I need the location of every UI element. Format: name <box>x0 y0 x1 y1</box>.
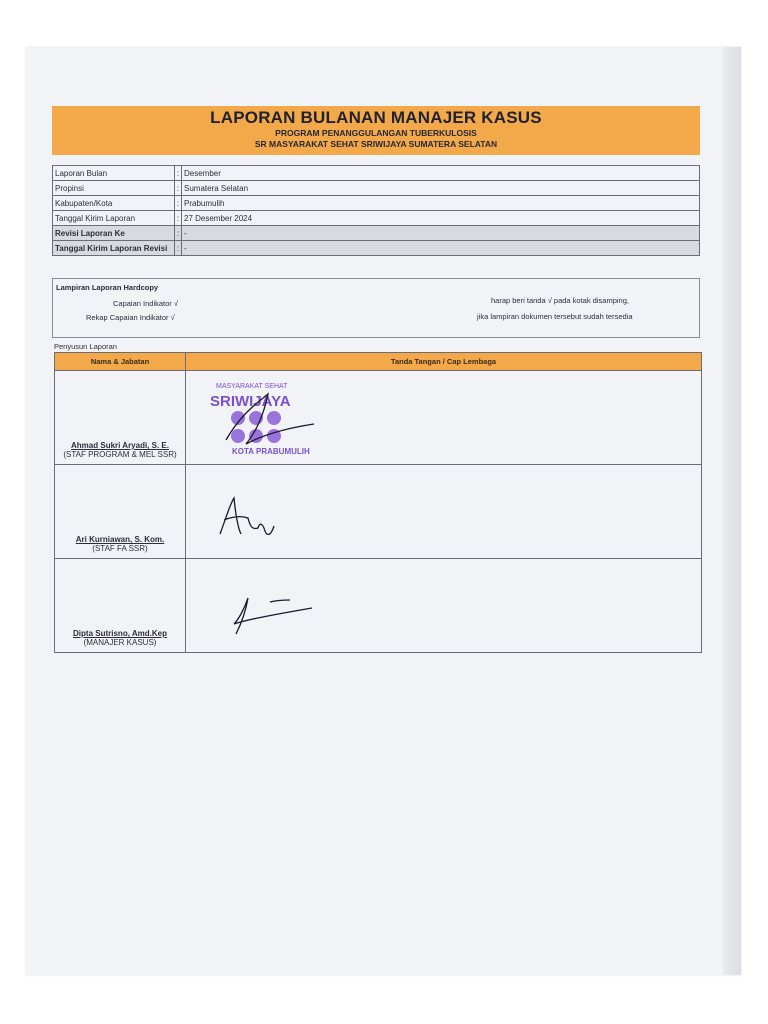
attachment-note: jika lampiran dokumen tersebut sudah tersedia <box>477 312 633 321</box>
signature-area <box>186 559 702 653</box>
signer-role: (STAF PROGRAM & MEL SSR) <box>63 450 177 459</box>
info-row <box>53 166 700 181</box>
report-header <box>52 106 700 155</box>
signature-row <box>55 465 702 559</box>
info-value: 27 Desember 2024 <box>182 211 700 226</box>
report-title: LAPORAN BULANAN MANAJER KASUS <box>210 108 542 127</box>
signer-name: Dipta Sutrisno, Amd.Kep <box>73 629 167 638</box>
signature-area <box>186 465 702 559</box>
paper-edge <box>723 47 741 975</box>
info-label: Kabupaten/Kota <box>53 196 175 211</box>
stamp-top-text: MASYARAKAT SEHAT <box>216 382 288 390</box>
signature-row <box>55 559 702 653</box>
name-column-header: Nama & Jabatan <box>55 353 186 371</box>
signature <box>186 468 306 556</box>
signature-area <box>186 371 702 465</box>
info-colon: : <box>175 181 182 196</box>
signer-cell <box>55 465 186 559</box>
info-label: Propinsi <box>53 181 175 196</box>
signer-name: Ari Kurniawan, S. Kom. <box>75 535 165 544</box>
compiler-label: Penyusun Laporan <box>54 342 117 351</box>
stamp-and-signature <box>186 374 326 462</box>
signature-table <box>54 352 702 653</box>
report-info-table <box>52 165 700 256</box>
info-colon: : <box>175 166 182 181</box>
info-value: - <box>182 241 700 256</box>
info-row <box>53 181 700 196</box>
info-value: Sumatera Selatan <box>182 181 700 196</box>
info-colon: : <box>175 196 182 211</box>
signer-role: (STAF FA SSR) <box>92 544 148 553</box>
attachment-item: Rekap Capaian Indikator √ <box>86 313 175 322</box>
info-label: Revisi Laporan Ke <box>53 226 175 241</box>
info-row <box>53 211 700 226</box>
signer-role: (MANAJER KASUS) <box>83 638 157 647</box>
signature-row <box>55 371 702 465</box>
info-value: - <box>182 226 700 241</box>
stamp-logo <box>231 411 281 443</box>
signer-cell <box>55 559 186 653</box>
info-value: Desember <box>182 166 700 181</box>
attachment-box <box>52 278 700 338</box>
info-label: Laporan Bulan <box>53 166 175 181</box>
signer-name: Ahmad Sukri Aryadi, S. E. <box>71 441 169 450</box>
info-colon: : <box>175 211 182 226</box>
signature <box>186 562 326 650</box>
organization-subtitle: SR MASYARAKAT SEHAT SRIWIJAYA SUMATERA SELATAN <box>254 139 498 149</box>
signer-cell <box>55 371 186 465</box>
info-label: Tanggal Kirim Laporan <box>53 211 175 226</box>
info-label: Tanggal Kirim Laporan Revisi <box>53 241 175 256</box>
signature-stroke <box>234 598 312 634</box>
program-subtitle: PROGRAM PENANGGULANGAN TUBERKULOSIS <box>275 128 477 138</box>
stamp-bottom-text: KOTA PRABUMULIH <box>232 446 310 456</box>
signature-stroke <box>220 498 274 535</box>
info-row <box>53 226 700 241</box>
info-row <box>53 196 700 211</box>
info-row <box>53 241 700 256</box>
sign-column-header: Tanda Tangan / Cap Lembaga <box>186 353 702 371</box>
attachment-item: Capaian Indikator √ <box>113 299 178 308</box>
signature-header-row <box>55 353 702 371</box>
info-colon: : <box>175 241 182 256</box>
attachment-title: Lampiran Laporan Hardcopy <box>56 283 159 292</box>
info-colon: : <box>175 226 182 241</box>
info-value: Prabumulih <box>182 196 700 211</box>
attachment-note: harap beri tanda √ pada kotak disamping, <box>491 296 629 305</box>
stamp-main-text: SRIWIJAYA <box>210 392 291 410</box>
